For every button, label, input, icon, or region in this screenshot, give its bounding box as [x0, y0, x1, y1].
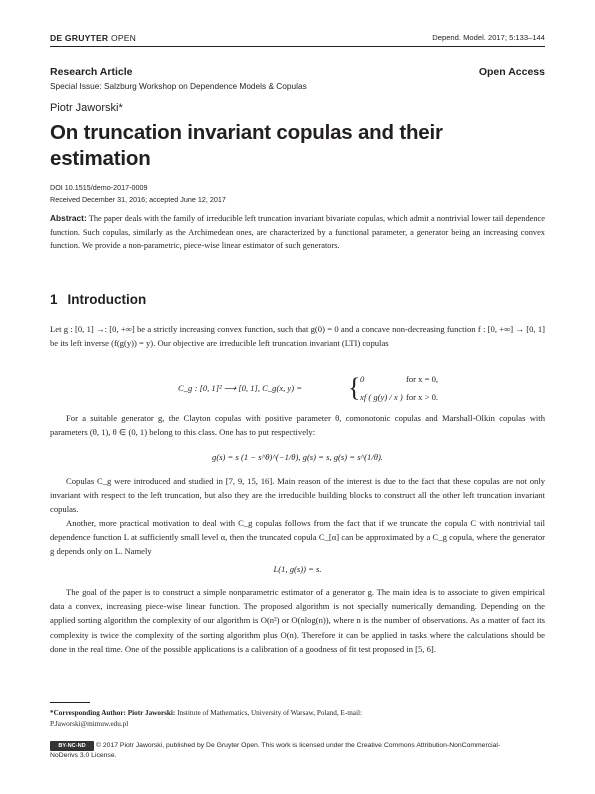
section-heading [50, 292, 146, 307]
cc-license-badge[interactable] [50, 741, 94, 751]
cc-badge-text: BY-NC-ND [58, 743, 86, 749]
special-issue: Special Issue: Salzburg Workshop on Dependence Models & Copulas [50, 81, 307, 91]
page-title [50, 120, 545, 171]
publisher-rest: OPEN [110, 33, 137, 43]
abstract-label: Abstract: [50, 213, 87, 223]
brace-icon: { [348, 373, 361, 402]
equation-1-left: C_g : [0, 1]² ⟶ [0, 1], C_g(x, y) = [178, 383, 303, 393]
paragraph-4: Another, more practical motivation to deal with C_g copulas follows from the fact that if we truncate the copula C with nontrivial tail dependence function L at sufficiently small level α, then the truncated copula C_[α] can be approximated by a C_g copula, where the generator g depends only on L. Namely [50, 518, 545, 557]
paragraph-3: Copulas C_g were introduced and studied in [7, 9, 15, 16]. Main reason of the interest is due to the fact that these copulas are not only invariant with respect to the left truncation, but also they are the irreducible building blocks to construct all the other left truncation invariant copulas. [50, 476, 545, 515]
equation-2: g(s) = s (1 − s^θ)^(−1/θ), g(s) = s, g(s) = s^(1/θ). [212, 452, 383, 462]
equation-1-cond-2: for x > 0. [406, 392, 439, 402]
article-type: Research Article [50, 66, 133, 78]
paragraph-2: For a suitable generator g, the Clayton copulas with positive parameter θ, comonotonic copulas and Marshall-Olkin copulas with parameters (θ, 1), θ ∈ (0, 1) belong to this class. One has to put respectively: [50, 413, 545, 438]
equation-1 [178, 373, 478, 407]
publisher-bold: DE GRUYTER [50, 33, 109, 43]
section-title: Introduction [67, 292, 147, 307]
paragraph-5: The goal of the paper is to construct a simple nonparametric estimator of a generator g. The main idea is to associate to given empirical data a convex, increasing piece-wise linear function. The proposed algorithm is not specially numerically demanding. Depending on the applied sorting algorithm the complexity of our algorithm is O(n²) or O(nlog(n)), where n is the number of observations. As a matter of fact its complexity is twice the complexity of the sorting algorithm plus O(n). Therefore it can be applied in tasks where the calculations should be done in the real time. One of the possible applications is a calibration of a goodness of fit test proposed in [5, 6]. [50, 587, 545, 654]
equation-3: L(1, g(s)) = s. [273, 564, 322, 574]
footnote-text: Institute of Mathematics, University of Warsaw, Poland, E-mail: [177, 709, 362, 717]
publisher-logo [50, 33, 136, 43]
license-line-1: © 2017 Piotr Jaworski, published by De Gruyter Open. This work is licensed under the Creative Commons Attribution-NonCommercial- [96, 742, 501, 749]
paragraph-1: Let g : [0, 1] →: [0, +∞] be a strictly increasing convex function, such that g(0) = 0 and a concave non-decreasing function f : [0, +∞] → [0, 1] be its left inverse (f(g(y)) = y). Our objective are irreducible left truncation invariant (LTI) copulas [50, 324, 545, 349]
author: Piotr Jaworski* [50, 102, 123, 114]
equation-1-case-1: 0 [360, 374, 365, 384]
abstract [50, 212, 545, 253]
received-date: Received December 31, 2016; accepted June 12, 2017 [50, 195, 226, 204]
footnote-label: *Corresponding Author: Piotr Jaworski: [50, 709, 176, 717]
footnote [50, 708, 545, 730]
abstract-text: The paper deals with the family of irreducible left truncation invariant bivariate copulas, which admit a nontrivial lower tail dependence function. Such copulas, similarly as the Archimedean ones, are characterized by a functional parameter, a generator being an increasing convex function. We provide a non-parametric, piece-wise linear estimator of such generators. [50, 214, 545, 251]
section-number: 1 [50, 292, 58, 307]
license-line-2: NoDerivs 3.0 License. [50, 752, 117, 759]
footnote-rule [50, 702, 90, 703]
header-rule [50, 46, 545, 47]
footnote-email[interactable]: P.Jaworski@mimuw.edu.pl [50, 720, 129, 728]
title-line-1: On truncation invariant copulas and their [50, 121, 443, 144]
equation-1-cond-1: for x = 0, [406, 374, 439, 384]
equation-1-case-2: xf ( g(y) / x ) [360, 392, 403, 402]
citation: Depend. Model. 2017; 5:133–144 [432, 33, 545, 42]
open-access-label: Open Access [478, 66, 545, 78]
doi: DOI 10.1515/demo-2017-0009 [50, 183, 148, 192]
title-line-2: estimation [50, 146, 151, 170]
